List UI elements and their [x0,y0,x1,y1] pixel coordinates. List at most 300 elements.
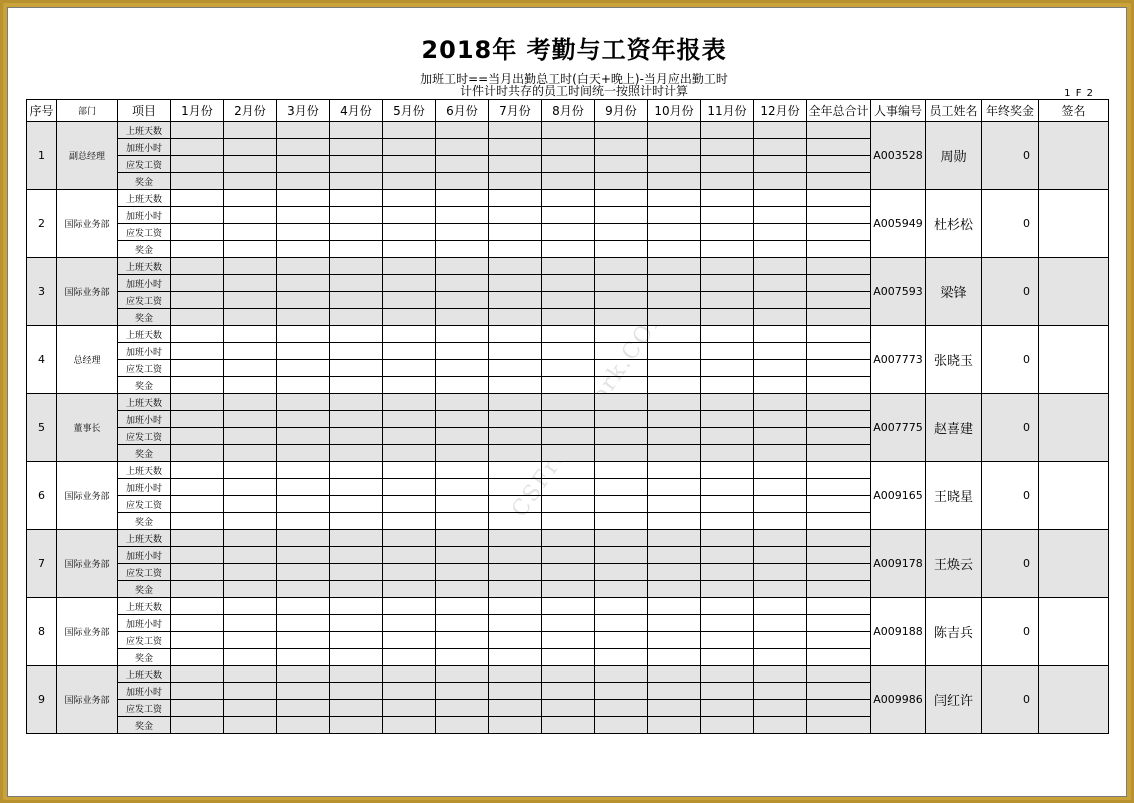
month-4-cell[interactable] [330,717,383,734]
month-8-cell[interactable] [542,683,595,700]
month-9-cell[interactable] [595,343,648,360]
month-9-cell[interactable] [595,377,648,394]
month-2-cell[interactable] [224,122,277,139]
month-8-cell[interactable] [542,598,595,615]
month-7-cell[interactable] [489,717,542,734]
year-total-cell[interactable] [807,224,871,241]
month-4-cell[interactable] [330,258,383,275]
month-10-cell[interactable] [648,275,701,292]
month-11-cell[interactable] [701,394,754,411]
month-11-cell[interactable] [701,666,754,683]
month-12-cell[interactable] [754,683,807,700]
month-8-cell[interactable] [542,700,595,717]
month-11-cell[interactable] [701,564,754,581]
month-4-cell[interactable] [330,632,383,649]
month-9-cell[interactable] [595,326,648,343]
month-10-cell[interactable] [648,615,701,632]
month-11-cell[interactable] [701,156,754,173]
month-10-cell[interactable] [648,649,701,666]
month-12-cell[interactable] [754,258,807,275]
month-10-cell[interactable] [648,564,701,581]
month-11-cell[interactable] [701,411,754,428]
month-11-cell[interactable] [701,326,754,343]
month-8-cell[interactable] [542,139,595,156]
month-6-cell[interactable] [436,462,489,479]
month-12-cell[interactable] [754,156,807,173]
month-8-cell[interactable] [542,377,595,394]
month-11-cell[interactable] [701,581,754,598]
month-10-cell[interactable] [648,581,701,598]
signature-cell[interactable] [1039,530,1109,598]
month-7-cell[interactable] [489,649,542,666]
month-12-cell[interactable] [754,377,807,394]
month-1-cell[interactable] [171,513,224,530]
month-3-cell[interactable] [277,717,330,734]
month-10-cell[interactable] [648,683,701,700]
month-4-cell[interactable] [330,241,383,258]
year-total-cell[interactable] [807,598,871,615]
month-11-cell[interactable] [701,377,754,394]
month-9-cell[interactable] [595,513,648,530]
month-10-cell[interactable] [648,479,701,496]
month-11-cell[interactable] [701,547,754,564]
month-7-cell[interactable] [489,309,542,326]
month-11-cell[interactable] [701,615,754,632]
month-12-cell[interactable] [754,394,807,411]
month-5-cell[interactable] [383,241,436,258]
month-3-cell[interactable] [277,513,330,530]
month-11-cell[interactable] [701,649,754,666]
month-10-cell[interactable] [648,666,701,683]
month-5-cell[interactable] [383,190,436,207]
signature-cell[interactable] [1039,598,1109,666]
month-9-cell[interactable] [595,241,648,258]
month-8-cell[interactable] [542,207,595,224]
month-10-cell[interactable] [648,700,701,717]
month-6-cell[interactable] [436,207,489,224]
month-2-cell[interactable] [224,479,277,496]
month-4-cell[interactable] [330,156,383,173]
month-10-cell[interactable] [648,717,701,734]
month-10-cell[interactable] [648,360,701,377]
month-8-cell[interactable] [542,632,595,649]
year-total-cell[interactable] [807,530,871,547]
year-total-cell[interactable] [807,292,871,309]
month-6-cell[interactable] [436,632,489,649]
month-7-cell[interactable] [489,700,542,717]
month-5-cell[interactable] [383,700,436,717]
month-6-cell[interactable] [436,513,489,530]
month-4-cell[interactable] [330,173,383,190]
month-10-cell[interactable] [648,445,701,462]
year-total-cell[interactable] [807,377,871,394]
year-total-cell[interactable] [807,309,871,326]
month-4-cell[interactable] [330,615,383,632]
month-6-cell[interactable] [436,292,489,309]
month-9-cell[interactable] [595,700,648,717]
month-9-cell[interactable] [595,530,648,547]
month-3-cell[interactable] [277,292,330,309]
month-3-cell[interactable] [277,122,330,139]
month-8-cell[interactable] [542,564,595,581]
month-10-cell[interactable] [648,207,701,224]
month-8-cell[interactable] [542,462,595,479]
month-3-cell[interactable] [277,700,330,717]
month-7-cell[interactable] [489,139,542,156]
month-1-cell[interactable] [171,411,224,428]
month-5-cell[interactable] [383,564,436,581]
year-total-cell[interactable] [807,207,871,224]
month-1-cell[interactable] [171,496,224,513]
month-7-cell[interactable] [489,479,542,496]
month-1-cell[interactable] [171,377,224,394]
month-3-cell[interactable] [277,530,330,547]
month-4-cell[interactable] [330,190,383,207]
month-1-cell[interactable] [171,207,224,224]
month-4-cell[interactable] [330,462,383,479]
month-10-cell[interactable] [648,394,701,411]
month-1-cell[interactable] [171,292,224,309]
month-5-cell[interactable] [383,411,436,428]
month-2-cell[interactable] [224,258,277,275]
month-9-cell[interactable] [595,581,648,598]
month-12-cell[interactable] [754,173,807,190]
year-total-cell[interactable] [807,156,871,173]
month-5-cell[interactable] [383,360,436,377]
month-1-cell[interactable] [171,275,224,292]
signature-cell[interactable] [1039,394,1109,462]
month-10-cell[interactable] [648,513,701,530]
year-total-cell[interactable] [807,581,871,598]
month-11-cell[interactable] [701,292,754,309]
month-3-cell[interactable] [277,173,330,190]
month-7-cell[interactable] [489,275,542,292]
month-6-cell[interactable] [436,190,489,207]
month-12-cell[interactable] [754,360,807,377]
year-total-cell[interactable] [807,326,871,343]
year-total-cell[interactable] [807,173,871,190]
month-1-cell[interactable] [171,632,224,649]
month-11-cell[interactable] [701,513,754,530]
month-10-cell[interactable] [648,224,701,241]
month-10-cell[interactable] [648,173,701,190]
month-9-cell[interactable] [595,547,648,564]
signature-cell[interactable] [1039,326,1109,394]
year-total-cell[interactable] [807,649,871,666]
month-3-cell[interactable] [277,411,330,428]
month-1-cell[interactable] [171,428,224,445]
month-2-cell[interactable] [224,343,277,360]
month-12-cell[interactable] [754,326,807,343]
year-total-cell[interactable] [807,547,871,564]
month-5-cell[interactable] [383,445,436,462]
month-12-cell[interactable] [754,275,807,292]
month-1-cell[interactable] [171,598,224,615]
month-4-cell[interactable] [330,292,383,309]
month-7-cell[interactable] [489,224,542,241]
month-11-cell[interactable] [701,479,754,496]
month-7-cell[interactable] [489,241,542,258]
month-4-cell[interactable] [330,360,383,377]
month-6-cell[interactable] [436,411,489,428]
month-4-cell[interactable] [330,479,383,496]
month-10-cell[interactable] [648,343,701,360]
month-6-cell[interactable] [436,496,489,513]
month-4-cell[interactable] [330,428,383,445]
month-12-cell[interactable] [754,513,807,530]
month-8-cell[interactable] [542,649,595,666]
month-6-cell[interactable] [436,326,489,343]
month-12-cell[interactable] [754,615,807,632]
month-5-cell[interactable] [383,292,436,309]
month-4-cell[interactable] [330,139,383,156]
month-8-cell[interactable] [542,326,595,343]
month-11-cell[interactable] [701,462,754,479]
month-4-cell[interactable] [330,445,383,462]
month-9-cell[interactable] [595,275,648,292]
month-1-cell[interactable] [171,122,224,139]
month-7-cell[interactable] [489,683,542,700]
month-1-cell[interactable] [171,343,224,360]
month-4-cell[interactable] [330,394,383,411]
month-1-cell[interactable] [171,700,224,717]
year-total-cell[interactable] [807,190,871,207]
month-11-cell[interactable] [701,700,754,717]
month-3-cell[interactable] [277,207,330,224]
month-5-cell[interactable] [383,479,436,496]
month-8-cell[interactable] [542,530,595,547]
month-2-cell[interactable] [224,683,277,700]
month-10-cell[interactable] [648,139,701,156]
month-6-cell[interactable] [436,530,489,547]
month-12-cell[interactable] [754,139,807,156]
month-7-cell[interactable] [489,326,542,343]
month-7-cell[interactable] [489,411,542,428]
month-12-cell[interactable] [754,309,807,326]
month-9-cell[interactable] [595,173,648,190]
month-12-cell[interactable] [754,547,807,564]
month-2-cell[interactable] [224,377,277,394]
month-1-cell[interactable] [171,326,224,343]
month-4-cell[interactable] [330,411,383,428]
month-2-cell[interactable] [224,445,277,462]
month-4-cell[interactable] [330,207,383,224]
signature-cell[interactable] [1039,122,1109,190]
month-11-cell[interactable] [701,173,754,190]
month-4-cell[interactable] [330,309,383,326]
month-2-cell[interactable] [224,666,277,683]
month-3-cell[interactable] [277,615,330,632]
month-8-cell[interactable] [542,173,595,190]
month-9-cell[interactable] [595,411,648,428]
month-11-cell[interactable] [701,258,754,275]
month-7-cell[interactable] [489,156,542,173]
month-2-cell[interactable] [224,581,277,598]
month-6-cell[interactable] [436,241,489,258]
month-7-cell[interactable] [489,360,542,377]
month-10-cell[interactable] [648,122,701,139]
month-2-cell[interactable] [224,394,277,411]
month-10-cell[interactable] [648,530,701,547]
month-12-cell[interactable] [754,462,807,479]
month-11-cell[interactable] [701,360,754,377]
month-10-cell[interactable] [648,258,701,275]
month-3-cell[interactable] [277,309,330,326]
month-8-cell[interactable] [542,309,595,326]
month-6-cell[interactable] [436,649,489,666]
month-9-cell[interactable] [595,683,648,700]
month-1-cell[interactable] [171,309,224,326]
month-6-cell[interactable] [436,683,489,700]
year-total-cell[interactable] [807,122,871,139]
month-2-cell[interactable] [224,309,277,326]
month-2-cell[interactable] [224,190,277,207]
month-11-cell[interactable] [701,241,754,258]
month-5-cell[interactable] [383,224,436,241]
month-9-cell[interactable] [595,394,648,411]
month-1-cell[interactable] [171,649,224,666]
month-10-cell[interactable] [648,156,701,173]
month-2-cell[interactable] [224,224,277,241]
month-2-cell[interactable] [224,462,277,479]
year-total-cell[interactable] [807,666,871,683]
month-3-cell[interactable] [277,360,330,377]
month-8-cell[interactable] [542,360,595,377]
month-2-cell[interactable] [224,496,277,513]
month-10-cell[interactable] [648,241,701,258]
year-total-cell[interactable] [807,479,871,496]
month-4-cell[interactable] [330,224,383,241]
month-8-cell[interactable] [542,496,595,513]
year-total-cell[interactable] [807,717,871,734]
month-1-cell[interactable] [171,241,224,258]
month-1-cell[interactable] [171,258,224,275]
month-1-cell[interactable] [171,530,224,547]
month-6-cell[interactable] [436,564,489,581]
month-3-cell[interactable] [277,377,330,394]
year-total-cell[interactable] [807,564,871,581]
month-1-cell[interactable] [171,615,224,632]
month-9-cell[interactable] [595,479,648,496]
month-8-cell[interactable] [542,156,595,173]
month-4-cell[interactable] [330,530,383,547]
month-10-cell[interactable] [648,309,701,326]
year-total-cell[interactable] [807,394,871,411]
month-8-cell[interactable] [542,190,595,207]
month-3-cell[interactable] [277,139,330,156]
month-3-cell[interactable] [277,156,330,173]
month-3-cell[interactable] [277,258,330,275]
month-3-cell[interactable] [277,224,330,241]
month-7-cell[interactable] [489,207,542,224]
month-10-cell[interactable] [648,547,701,564]
month-1-cell[interactable] [171,360,224,377]
month-7-cell[interactable] [489,122,542,139]
month-2-cell[interactable] [224,649,277,666]
month-8-cell[interactable] [542,411,595,428]
month-7-cell[interactable] [489,615,542,632]
month-7-cell[interactable] [489,343,542,360]
month-4-cell[interactable] [330,598,383,615]
signature-cell[interactable] [1039,190,1109,258]
month-7-cell[interactable] [489,598,542,615]
month-9-cell[interactable] [595,717,648,734]
year-total-cell[interactable] [807,683,871,700]
month-2-cell[interactable] [224,547,277,564]
month-3-cell[interactable] [277,190,330,207]
month-1-cell[interactable] [171,190,224,207]
month-11-cell[interactable] [701,309,754,326]
month-3-cell[interactable] [277,275,330,292]
month-12-cell[interactable] [754,717,807,734]
month-1-cell[interactable] [171,547,224,564]
month-4-cell[interactable] [330,343,383,360]
month-8-cell[interactable] [542,241,595,258]
month-2-cell[interactable] [224,207,277,224]
month-3-cell[interactable] [277,598,330,615]
month-3-cell[interactable] [277,632,330,649]
month-6-cell[interactable] [436,717,489,734]
month-6-cell[interactable] [436,598,489,615]
month-3-cell[interactable] [277,496,330,513]
month-4-cell[interactable] [330,547,383,564]
month-7-cell[interactable] [489,547,542,564]
month-8-cell[interactable] [542,394,595,411]
month-5-cell[interactable] [383,547,436,564]
month-5-cell[interactable] [383,428,436,445]
month-11-cell[interactable] [701,445,754,462]
month-9-cell[interactable] [595,462,648,479]
month-10-cell[interactable] [648,292,701,309]
month-2-cell[interactable] [224,292,277,309]
month-3-cell[interactable] [277,326,330,343]
month-2-cell[interactable] [224,360,277,377]
month-4-cell[interactable] [330,683,383,700]
month-7-cell[interactable] [489,173,542,190]
month-4-cell[interactable] [330,377,383,394]
month-5-cell[interactable] [383,666,436,683]
month-4-cell[interactable] [330,496,383,513]
year-total-cell[interactable] [807,632,871,649]
month-2-cell[interactable] [224,632,277,649]
month-3-cell[interactable] [277,649,330,666]
month-2-cell[interactable] [224,411,277,428]
year-total-cell[interactable] [807,445,871,462]
month-5-cell[interactable] [383,581,436,598]
month-3-cell[interactable] [277,581,330,598]
month-8-cell[interactable] [542,258,595,275]
month-11-cell[interactable] [701,224,754,241]
month-2-cell[interactable] [224,156,277,173]
month-12-cell[interactable] [754,666,807,683]
month-12-cell[interactable] [754,292,807,309]
month-12-cell[interactable] [754,343,807,360]
month-5-cell[interactable] [383,173,436,190]
month-10-cell[interactable] [648,190,701,207]
month-12-cell[interactable] [754,428,807,445]
year-total-cell[interactable] [807,496,871,513]
month-4-cell[interactable] [330,564,383,581]
month-9-cell[interactable] [595,258,648,275]
month-5-cell[interactable] [383,496,436,513]
month-6-cell[interactable] [436,394,489,411]
month-5-cell[interactable] [383,649,436,666]
month-8-cell[interactable] [542,615,595,632]
month-11-cell[interactable] [701,683,754,700]
month-3-cell[interactable] [277,547,330,564]
year-total-cell[interactable] [807,615,871,632]
month-12-cell[interactable] [754,581,807,598]
